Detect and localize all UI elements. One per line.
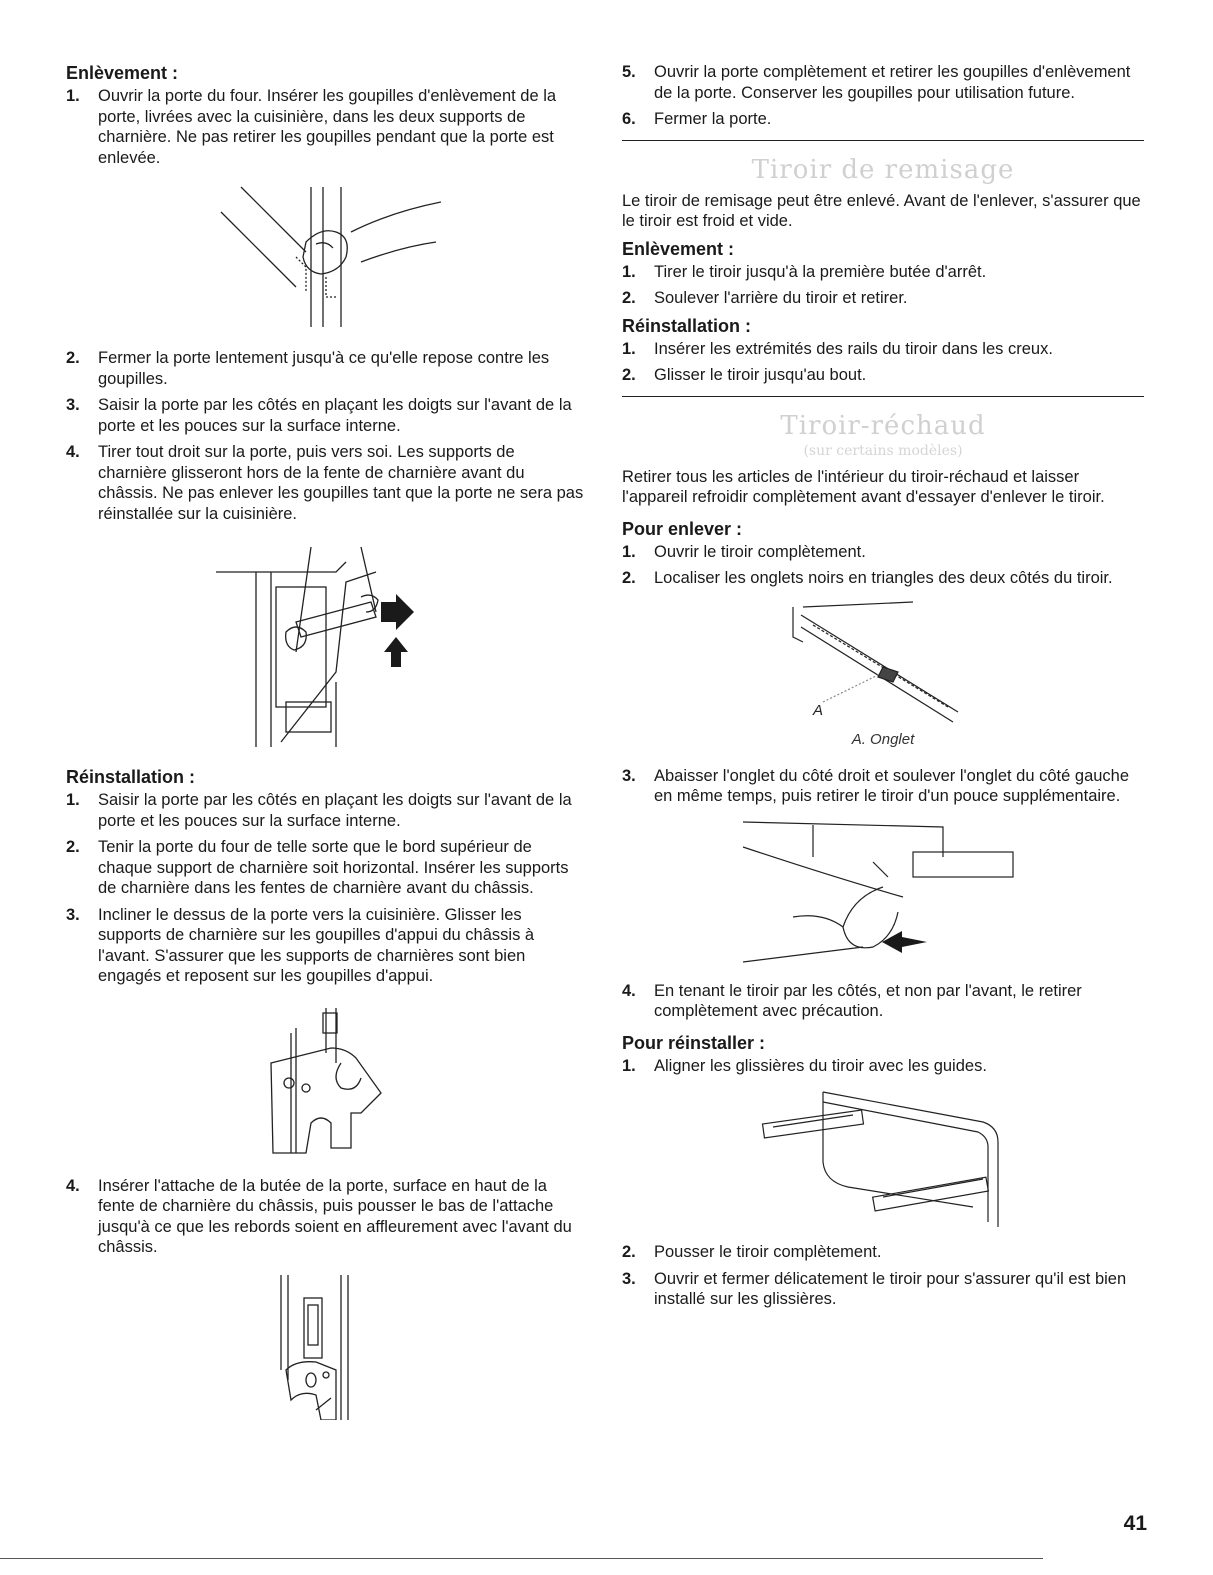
warming-remove-steps-b [622,766,1144,807]
left-column [66,62,586,1420]
step-number: 2. [622,1243,636,1261]
drawer-pull-illustration [733,817,1033,967]
footer-rule [0,1558,1043,1559]
list-item [66,1176,586,1258]
step-text: Insérer les extrémités des rails du tiroir dans les creux. [654,339,1053,358]
storage-reinstall-steps [622,339,1144,386]
step-number: 1. [622,542,636,561]
storage-removal-steps [622,262,1144,309]
step-number: 4. [66,1176,80,1195]
step-text: En tenant le tiroir par les côtés, et non par l'avant, le retirer complètement avec précaution. [654,981,1082,1020]
list-item [66,790,586,831]
door-pins-illustration [211,182,441,332]
warming-remove-heading: Pour enlever : [622,518,743,539]
section-divider [622,396,1144,397]
step-text: Abaisser l'onglet du côté droit et soulever l'onglet du côté gauche en même temps, puis retirer le tiroir d'un pouce supplémentaire. [654,766,1130,805]
removal-steps-1 [66,86,586,168]
warming-drawer-intro: Retirer tous les articles de l'intérieur du tiroir-réchaud et laisser l'appareil refroidir complètement avant d'essayer d'enlever le tiroir. [622,467,1105,506]
list-item [622,62,1144,103]
step-text: Aligner les glissières du tiroir avec les guides. [654,1056,987,1075]
warming-remove-steps-c [622,981,1144,1022]
step-number: 3. [622,1269,636,1288]
warming-reinstall-steps-a [622,1056,1144,1077]
warming-drawer-subtitle: (sur certains modèles) [803,442,963,459]
list-item [622,262,1144,283]
step-number: 4. [622,981,636,1000]
storage-removal-heading: Enlèvement : [622,238,735,259]
warming-remove-steps-a [622,542,1144,589]
drawer-rails-illustration [753,1082,1013,1232]
step-text: Pousser le tiroir complètement. [654,1243,882,1261]
arrow-up-icon [384,637,408,667]
warming-reinstall-steps-b [622,1242,1144,1310]
list-item [622,1269,1144,1310]
step-number: 1. [622,262,636,281]
list-item [622,981,1144,1022]
list-item [622,109,1144,130]
list-item [622,766,1144,807]
step-text: Glisser le tiroir jusqu'au bout. [654,366,867,384]
step-number: 3. [66,905,80,924]
list-item [66,348,586,389]
step-number: 1. [622,339,636,358]
step-text: Ouvrir la porte complètement et retirer les goupilles d'enlèvement de la porte. Conserver les goupilles pour utilisation future. [654,63,1131,102]
list-item [622,339,1144,360]
step-text: Incliner le dessus de la porte vers la cuisinière. Glisser les supports de charnière sur les goupilles d'appui du châssis à l'avant. S'assurer que les supports de charnières sont bien engagés et reposent sur les goupilles d'appui. [98,905,535,985]
list-item [66,837,586,899]
right-column [622,62,1144,1316]
door-stop-clip-illustration [276,1270,376,1420]
arrow-right-icon [381,594,414,630]
page-number: 41 [1123,1512,1147,1535]
reinstall-steps-2 [66,1176,586,1258]
list-item [622,1242,1144,1263]
storage-drawer-title: Tiroir de remisage [751,154,1015,185]
list-item [622,542,1144,563]
drawer-tab-illustration [783,597,983,727]
list-item [622,288,1144,309]
step-text: Soulever l'arrière du tiroir et retirer. [654,289,908,307]
step-number: 2. [622,289,636,307]
list-item [622,365,1144,386]
storage-reinstall-heading: Réinstallation : [622,315,752,336]
step-text: Tirer le tiroir jusqu'à la première butée d'arrêt. [654,262,987,281]
step-text: Ouvrir la porte du four. Insérer les goupilles d'enlèvement de la porte, livrées avec la cuisinière, dans les deux supports de charnière. Ne pas retirer les goupilles pendant que la porte est enlevée. [98,87,557,167]
step-number: 3. [622,766,636,785]
removal-steps-2 [66,348,586,524]
step-number: 2. [622,569,636,587]
list-item [66,905,586,987]
step-text: Ouvrir et fermer délicatement le tiroir pour s'assurer qu'il est bien installé sur les glissières. [654,1269,1127,1308]
figure-caption: A. Onglet [851,730,915,748]
list-item [66,86,586,168]
section-divider [622,140,1144,141]
continued-steps [622,62,1144,130]
reinstall-heading: Réinstallation : [66,767,196,787]
step-number: 3. [66,396,80,414]
list-item [66,442,586,524]
step-number: 2. [622,366,636,384]
door-lift-illustration [196,542,456,752]
step-number: 6. [622,110,636,128]
step-text: Fermer la porte lentement jusqu'à ce qu'elle repose contre les goupilles. [98,349,550,388]
step-text: Saisir la porte par les côtés en plaçant les doigts sur l'avant de la porte et les pouces sur la surface interne. [98,396,572,435]
step-text: Saisir la porte par les côtés en plaçant les doigts sur l'avant de la porte et les pouces sur la surface interne. [98,791,572,830]
step-number: 4. [66,443,80,461]
list-item [622,1056,1144,1077]
reinstall-steps-1 [66,790,586,987]
step-number: 2. [66,349,80,367]
removal-heading: Enlèvement : [66,63,179,83]
list-item [622,568,1144,589]
step-text: Localiser les onglets noirs en triangles des deux côtés du tiroir. [654,569,1113,587]
step-text: Tenir la porte du four de telle sorte que le bord supérieur de chaque support de charnière soit horizontal. Insérer les supports de charnière dans les fentes de charnière avant du châssis. [98,838,569,897]
step-number: 1. [66,791,80,809]
list-item [66,395,586,436]
figure-label: A [813,701,824,719]
step-text: Tirer tout droit sur la porte, puis vers soi. Les supports de charnière glisseront hors de la fente de charnière avant du châssis. Ne pas enlever les goupilles tant que la porte ne sera pas réinstallée sur la cuisinière. [98,443,584,523]
step-text: Ouvrir le tiroir complètement. [654,542,866,561]
warming-reinstall-heading: Pour réinstaller : [622,1032,766,1053]
step-number: 1. [622,1056,636,1075]
warming-drawer-title: Tiroir-réchaud [780,410,986,441]
step-text: Insérer l'attache de la butée de la porte, surface en haut de la fente de charnière du châssis, puis pousser le bas de l'attache jusqu'à ce que les rebords soient en affleurement avec l'avant du châssis. [98,1176,572,1256]
step-number: 5. [622,63,636,81]
step-text: Fermer la porte. [654,110,772,128]
hinge-bracket-illustration [261,1003,391,1158]
storage-drawer-intro: Le tiroir de remisage peut être enlevé. Avant de l'enlever, s'assurer que le tiroir est froid et vide. [622,191,1141,230]
step-number: 2. [66,838,80,856]
step-number: 1. [66,87,80,105]
